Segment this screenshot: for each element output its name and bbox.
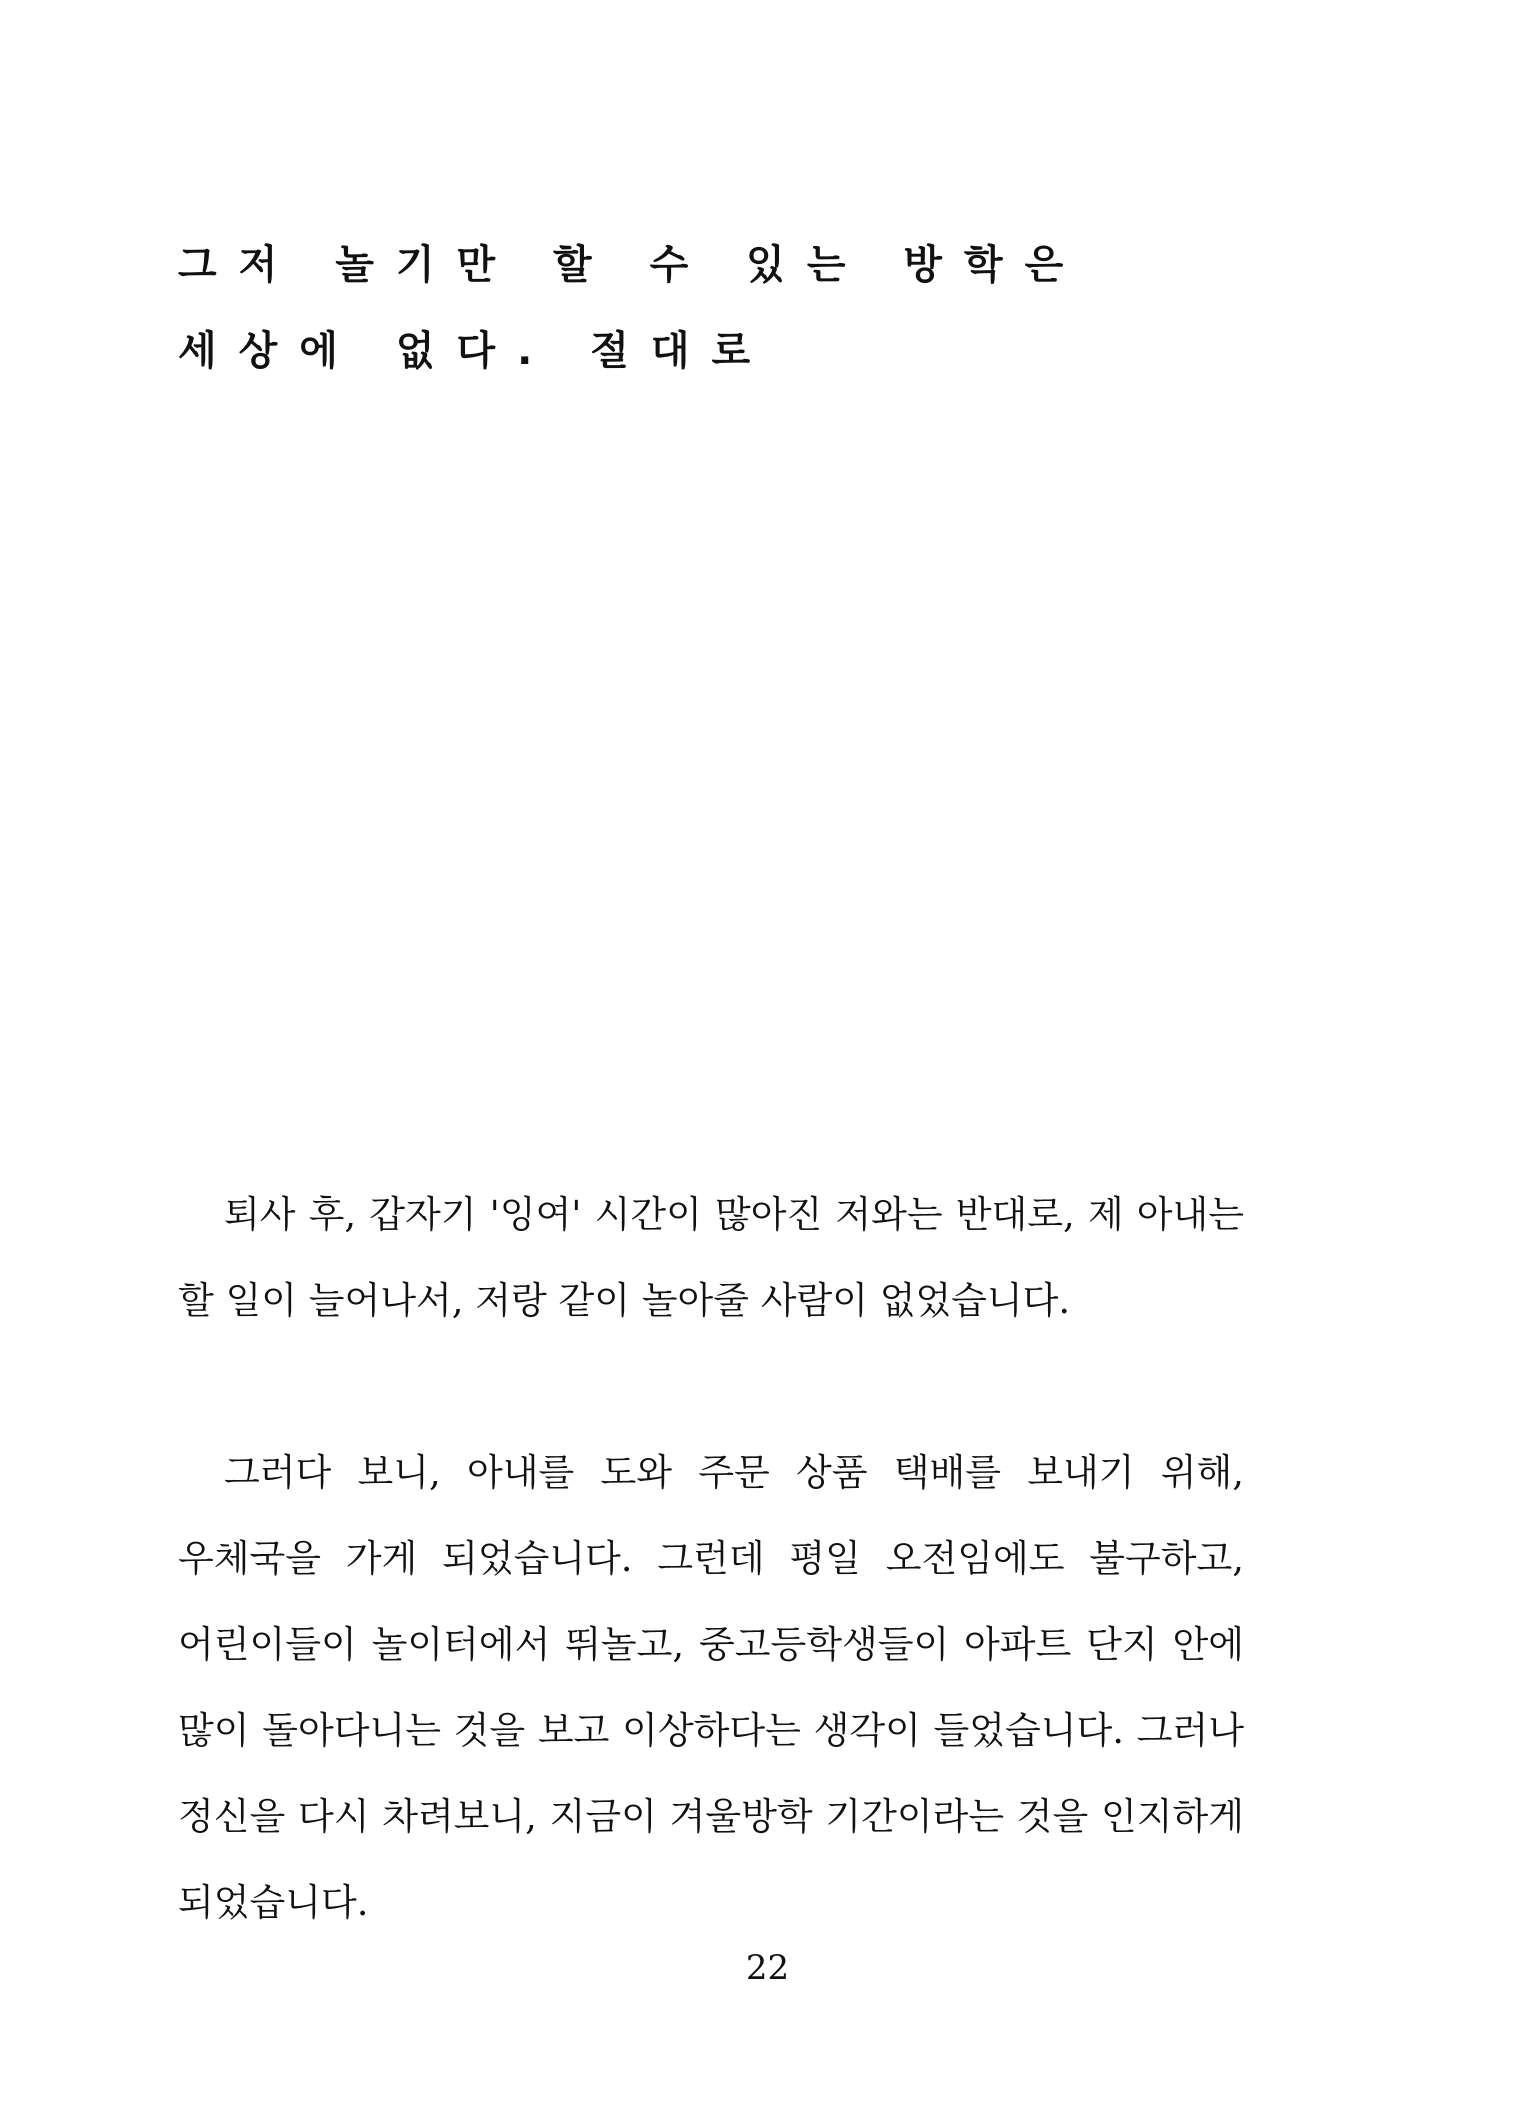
body-text xyxy=(178,1172,1244,1946)
chapter-heading xyxy=(178,222,1378,394)
heading-line-1: 그저 놀기만 할 수 있는 방학은 xyxy=(178,242,1086,288)
heading-line-2: 세상에 없다. 절대로 xyxy=(178,328,773,374)
page-number: 22 xyxy=(745,1948,790,1988)
paragraph-2: 그러다 보니, 아내를 도와 주문 상품 택배를 보내기 위해, 우체국을 가게 되었습니다. 그런데 평일 오전임에도 불구하고, 어린이들이 놀이터에서 뛰놀고, 중고등학생들이 아파트 단지 안에 많이 돌아다니는 것을 보고 이상하다는 생각이 들었습니다. 그러나 정신을 다시 차려보니, 지금이 겨울방학 기간이라는 것을 인지하게 되었습니다. xyxy=(178,1451,1244,1924)
paragraph-1: 퇴사 후, 갑자기 '잉여' 시간이 많아진 저와는 반대로, 제 아내는 할 일이 늘어나서, 저랑 같이 놀아줄 사람이 없었습니다. xyxy=(178,1193,1244,1322)
